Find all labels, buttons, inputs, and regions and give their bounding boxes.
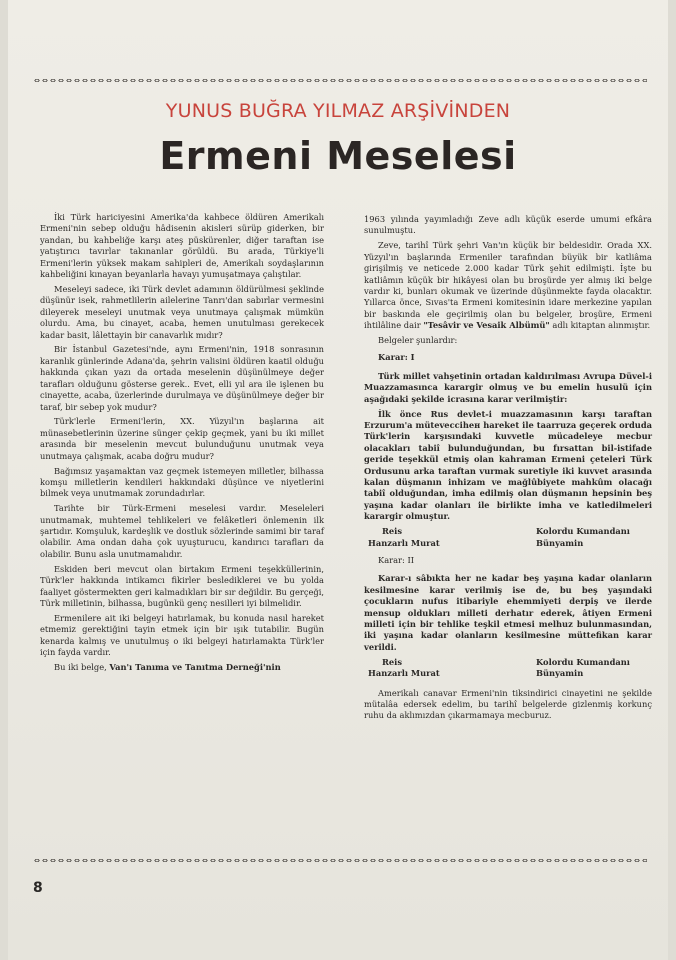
paragraph	[40, 662, 324, 673]
paragraph: Belgeler şunlardır:	[378, 335, 458, 346]
decision-1-text: Türk millet vahşetinin ortadan kaldırılması Avrupa Düvel-i Muazzamasınca karargir olmuş ve bu emelin husulü için aşağıdaki şekilde icrasına karar verilmiştir:	[364, 370, 652, 404]
decorative-chain-border-top	[33, 77, 647, 84]
paragraph: 1963 yılında yayımladığı Zeve adlı küçük eserde umumi efkâra sunulmuştu.	[364, 214, 652, 236]
association-name: Van'ı Tanıma ve Tanıtma Derneği'nin	[109, 662, 281, 673]
decision-1-label: Karar: I	[378, 352, 415, 363]
decision-1-text: İlk önce Rus devlet-i muazzamasının karşı taraftan Erzurum'a mütevecciheн hareket ile taarruza geçerek orduda Türk'lerin karşısındaki kuvvetle mücadeleye mecbur olacakları tabiî bulunduğundan, bu fırsattan bil-istifade geride teşekkül etmiş olan kahraman Ermeni çeteleri Türk Ordusunu arka taraftan vurmak suretiyle iki kuvvet arasında kalan düşmanın inhizam ve mağlûbiyete mahkûm olacağı tabiî olduğundan, imha edilmiş olan düşmanın hepsinin beş yaşına kadar olanları ile birlikte imha ve katledilmeleri karargir olmuştur.	[364, 408, 652, 522]
signature-block-2	[364, 657, 652, 680]
paragraph-text: adlı kitaptan alınmıştır.	[549, 320, 651, 331]
signature-block-1	[364, 526, 652, 549]
sig-title: Kolordu Kumandanı	[536, 656, 630, 667]
archive-kicker: YUNUS BUĞRA YILMAZ ARŞİVİNDEN	[165, 100, 511, 122]
paragraph-text: Bu iki belge,	[54, 662, 110, 673]
sig-name: Hanzarlı Murat	[368, 668, 440, 679]
paragraph: Tarihte bir Türk-Ermeni meselesi vardır. Meseleleri unutmamak, muhtemel tehlikeleri ve felâketleri önlemenin ilk şartıdır. Komşuluk, kardeşlik ve dostluk sözlerinde samimi bir taraf olabilir. Ama ondan daha çok uyuşturucu, kandırıcı tarafları da olabilir. Bunu asla unutmamalıdır.	[40, 503, 324, 559]
sig-name: Bünyamin	[536, 668, 584, 679]
decision-2-text: Karar-ı sâbıkta her ne kadar beş yaşına kadar olanların kesilmesine karar verilmiş ise de, bu beş yaşındaki çocukların nufus itibariyle ehemmiyeti derpiş ve ilerde mensup oldukları milleti derhatır ederek, âtiyen Ermeni milleti için bir tehlike teşkil etmesi melhuz bulunmasından, iki yaşına kadar olanların kesilmesine müttefikan karar verildi.	[364, 573, 652, 652]
paragraph-text: Zeve, tarihî Türk şehri Van'ın küçük bir beldesidir. Orada XX. Yüzyıl'ın başlarında Ermeniler tarafından büyük bir katliâma girişilmiş ve neticede 2.000 kadar Türk şehit edilmişti. İşte bu katliâmın küçük bir hikâyesi olan bu broşürde yer almış iki belge vardır ki, bunları okumak ve üzerinde düşünmekte fayda olacaktır. Yıllarca önce, Sıvas'ta Ermeni komitesinin idare merkezine yapılan bir baskında ele geçirilmiş olan bu belgeler, broşüre, Ermeni ihtilâline dair	[364, 240, 652, 331]
sig-title: Reis	[382, 656, 402, 667]
paragraph: Meseleyi sadece, iki Türk devlet adamının öldürülmesi şeklinde düşünür isek, rahmetlilerin ailelerine Tanrı'dan sabırlar vermesini dileyerek meseleyi unutmak veya unutmaya çalışmak mümkün olurdu. Ama, bu cinayet, acaba, hemen unutulması gerekecek kadar basit, lâlettayin bir canavarlık mıdır?	[40, 283, 324, 340]
album-title: "Tesâvir ve Vesaik Albümü"	[423, 320, 550, 331]
decision-2-label: Karar: II	[378, 554, 415, 565]
right-column	[364, 214, 652, 725]
paragraph: Türk'lerle Ermeni'lerin, XX. Yüzyıl'ın başlarına ait münasebetlerinin üzerine sünger çekip geçmek, yani bu iki millet arasında bir meselenin mevcut bulunduğunu unutmak veya unutmaya çalışmak, acaba doğru mudur?	[40, 416, 324, 461]
paragraph: Bir İstanbul Gazetesi'nde, aynı Ermeni'nin, 1918 sonrasının karanlık günlerinde Adana'da, şehrin valisini öldüren kaatil olduğu hakkında çıkan yazı da ortada meselenin düşünülmeye değer tarafları olduğunu gösterse gerek.. Evet, elli yıl ara ile işlenen bu cinayette, acaba, üzerlerinde durulmaya ve düşünülmeye değer bir taraf, bir sebep yok mudur?	[40, 344, 324, 412]
sig-name: Bünyamin	[536, 537, 584, 548]
page-number: 8	[33, 880, 43, 896]
closing-paragraph: Amerikalı canavar Ermeni'nin tiksindirici cinayetini ne şekilde mütalâa edersek edelim, bu tarihî belgelerde gizlenmiş korkunç ruhu da aklımızdan çıkarmamaya mecburuz.	[364, 687, 652, 721]
decorative-chain-border-bottom	[33, 857, 647, 864]
paragraph: Bağımsız yaşamaktan vaz geçmek istemeyen milletler, bilhassa komşu milletlerin kendileri hakkındaki düşünce ve niyetlerini bilmek veya unutmamak zorundadırlar.	[40, 465, 324, 499]
paragraph: Eskiden beri mevcut olan birtakım Ermeni teşekküllerinin, Türk'ler hakkında intikamcı fikirler beslediklerei ve bu yolda faaliyet göstermekten geri kalmadıkları bir sır değildir. Bu gerçeği, Türk milletinin, bilhassa, bugünkü genç nesilleri iyi bilmelidir.	[40, 563, 324, 608]
article-title: Ermeni Meselesi	[159, 134, 517, 178]
paragraph: İki Türk hariciyesini Amerika'da kahbece öldüren Amerikalı Ermeni'nin sebep olduğu hâdisenin akisleri sürüp giderken, bir yandan, bu kahbeliğe karşı ateş püskürenler, diğer taraftan ise yatıştırıcı tavırlar takınanlar görüldü. Bu arada, Türkiye'li Ermeni'lerin yüksek makam sahipleri de, Amerikalı soydaşlarının kahbeliğini kınayan beyanlarla havayı yumuşatmaya çalıştılar.	[40, 212, 324, 280]
left-column	[40, 212, 324, 677]
paragraph	[364, 240, 652, 331]
paragraph: Ermenilere ait iki belgeyi hatırlamak, bu konuda nasıl hareket etmemiz gerektiğini tayin etmek için bir ışık tutabilir. Bugün kenarda kalmış ve unutulmuş o iki belgeyi hatırlamakta Türk'ler için fayda vardır.	[40, 612, 324, 658]
sig-name: Hanzarlı Murat	[368, 537, 440, 548]
sig-title: Kolordu Kumandanı	[536, 526, 630, 537]
sig-title: Reis	[382, 526, 402, 537]
